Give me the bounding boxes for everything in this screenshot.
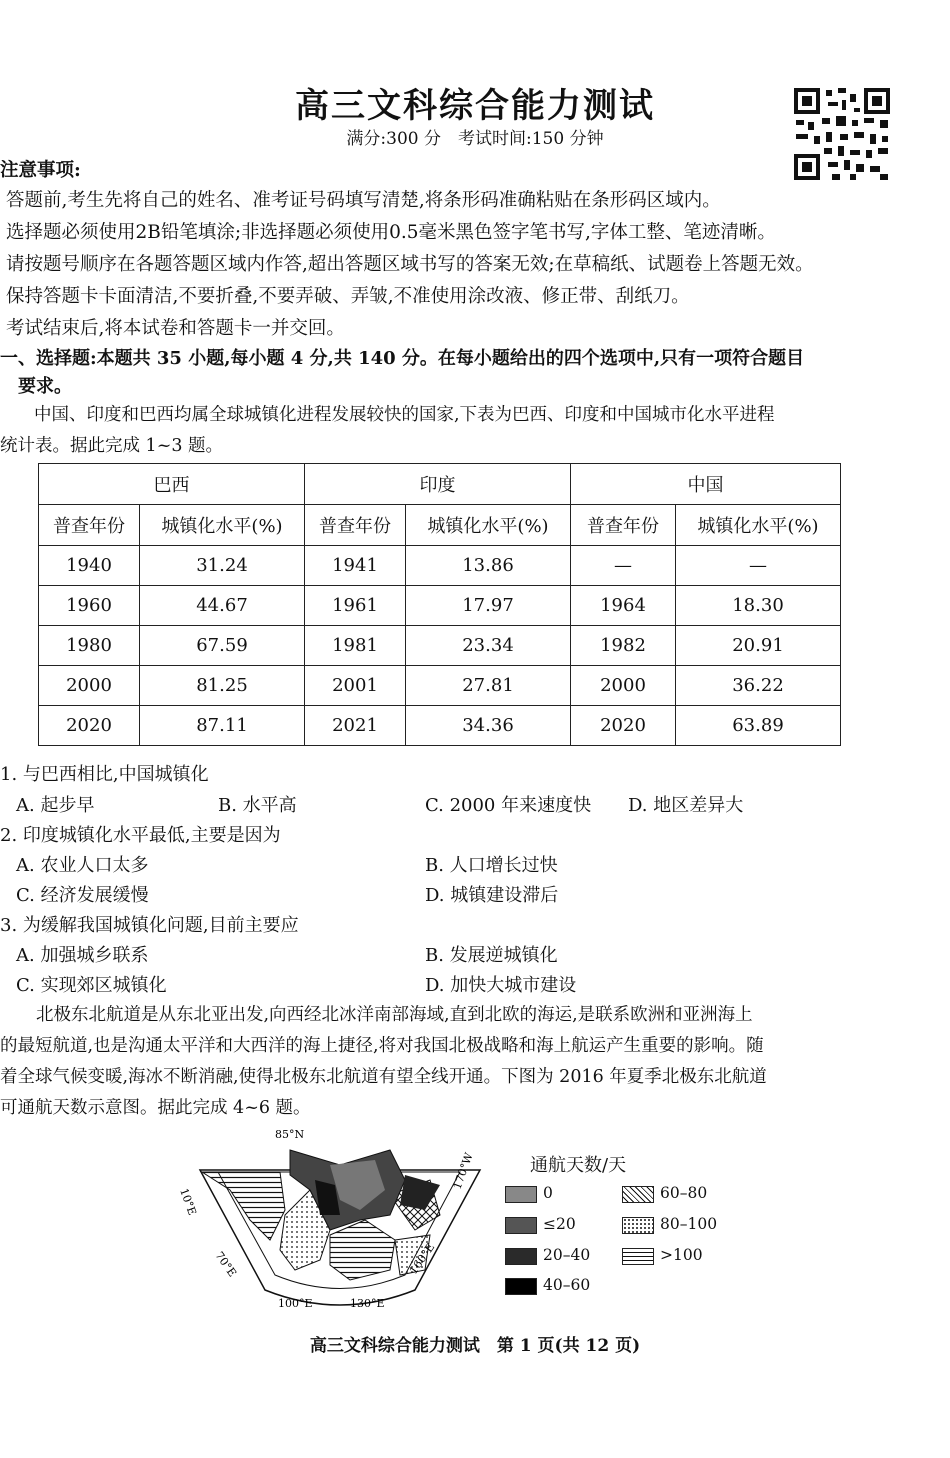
question-3-stem: 3. 为缓解我国城镇化问题,目前主要应 bbox=[0, 915, 299, 936]
table-cell: 63.89 bbox=[676, 706, 841, 746]
map-label-130e: 130°E bbox=[350, 1297, 385, 1310]
col-header: 城镇化水平(%) bbox=[676, 505, 841, 546]
table-cell: 23.34 bbox=[406, 626, 571, 666]
qr-code-icon bbox=[792, 86, 892, 182]
table-row bbox=[39, 626, 841, 666]
table-cell: 20.91 bbox=[676, 626, 841, 666]
intro-paragraph-2-l3: 着全球气候变暖,海冰不断消融,使得北极东北航道有望全线开通。下图为 2016 年夏季北极东北航道 bbox=[0, 1067, 767, 1087]
map-label-170w: 170°W bbox=[450, 1151, 476, 1192]
intro-paragraph-1-cont: 统计表。据此完成 1~3 题。 bbox=[0, 436, 224, 456]
section-heading-cont: 要求。 bbox=[18, 376, 72, 397]
table-row bbox=[39, 586, 841, 626]
legend-title: 通航天数/天 bbox=[530, 1155, 627, 1176]
legend-item-40-60: 40–60 bbox=[505, 1276, 590, 1295]
col-header: 普查年份 bbox=[571, 505, 676, 546]
urbanization-table bbox=[38, 463, 841, 746]
page-footer: 高三文科综合能力测试 第 1 页(共 12 页) bbox=[309, 1336, 641, 1356]
table-cell: 1940 bbox=[39, 546, 140, 586]
table-cell: 2021 bbox=[305, 706, 406, 746]
table-cell: 27.81 bbox=[406, 666, 571, 706]
map-label-100e: 100°E bbox=[278, 1297, 313, 1310]
legend-item-le20: ≤20 bbox=[505, 1215, 576, 1234]
table-cell: 31.24 bbox=[140, 546, 305, 586]
map-label-160e: 160°E bbox=[406, 1240, 438, 1277]
col-header: 城镇化水平(%) bbox=[406, 505, 571, 546]
table-cell: 81.25 bbox=[140, 666, 305, 706]
intro-paragraph-1: 中国、印度和巴西均属全球城镇化进程发展较快的国家,下表为巴西、印度和中国城市化水平进程 bbox=[34, 405, 775, 425]
q3-option-d[interactable]: D. 加快大城市建设 bbox=[425, 975, 577, 996]
table-cell: 36.22 bbox=[676, 666, 841, 706]
table-country-row bbox=[39, 464, 841, 505]
legend-swatch bbox=[505, 1278, 537, 1295]
notice-heading: 注意事项: bbox=[0, 160, 81, 181]
table-cell: — bbox=[571, 546, 676, 586]
table-cell: 2020 bbox=[39, 706, 140, 746]
q2-option-d[interactable]: D. 城镇建设滞后 bbox=[425, 885, 559, 906]
legend-swatch bbox=[505, 1248, 537, 1265]
notice-item-4: 保持答题卡卡面清洁,不要折叠,不要弄破、弄皱,不准使用涂改液、修正带、刮纸刀。 bbox=[6, 286, 690, 307]
legend-swatch bbox=[622, 1186, 654, 1203]
q2-option-b[interactable]: B. 人口增长过快 bbox=[425, 855, 558, 876]
table-cell: 1982 bbox=[571, 626, 676, 666]
country-brazil: 巴西 bbox=[39, 464, 305, 505]
col-header: 普查年份 bbox=[305, 505, 406, 546]
country-india: 印度 bbox=[305, 464, 571, 505]
table-cell: 18.30 bbox=[676, 586, 841, 626]
table-cell: 17.97 bbox=[406, 586, 571, 626]
q3-option-c[interactable]: C. 实现郊区城镇化 bbox=[16, 975, 167, 996]
question-1-stem: 1. 与巴西相比,中国城镇化 bbox=[0, 764, 209, 785]
legend-item-20-40: 20–40 bbox=[505, 1246, 590, 1265]
table-cell: 1980 bbox=[39, 626, 140, 666]
table-cell: 2001 bbox=[305, 666, 406, 706]
country-china: 中国 bbox=[571, 464, 841, 505]
section-heading: 一、选择题:本题共 35 小题,每小题 4 分,共 140 分。在每小题给出的四个选项中,只有一项符合题目 bbox=[0, 348, 805, 369]
legend-item-gt100: >100 bbox=[622, 1246, 703, 1265]
map-label-10e: 10°E bbox=[177, 1186, 199, 1217]
q3-option-a[interactable]: A. 加强城乡联系 bbox=[16, 945, 149, 966]
arctic-route-map bbox=[177, 1120, 490, 1320]
col-header: 普查年份 bbox=[39, 505, 140, 546]
table-row bbox=[39, 546, 841, 586]
intro-paragraph-2-l4: 可通航天数示意图。据此完成 4~6 题。 bbox=[0, 1098, 311, 1118]
q2-option-a[interactable]: A. 农业人口太多 bbox=[16, 855, 149, 876]
legend-swatch bbox=[622, 1217, 654, 1234]
table-cell: 44.67 bbox=[140, 586, 305, 626]
notice-item-5: 考试结束后,将本试卷和答题卡一并交回。 bbox=[6, 318, 345, 339]
legend-item-0: 0 bbox=[505, 1184, 553, 1203]
table-cell: 13.86 bbox=[406, 546, 571, 586]
legend-item-60-80: 60–80 bbox=[622, 1184, 707, 1203]
legend-item-80-100: 80–100 bbox=[622, 1215, 717, 1234]
q1-option-b[interactable]: B. 水平高 bbox=[218, 795, 297, 816]
q1-option-d[interactable]: D. 地区差异大 bbox=[628, 795, 744, 816]
table-cell: 1981 bbox=[305, 626, 406, 666]
table-cell: 1961 bbox=[305, 586, 406, 626]
table-cell: 67.59 bbox=[140, 626, 305, 666]
table-cell: 1964 bbox=[571, 586, 676, 626]
q2-option-c[interactable]: C. 经济发展缓慢 bbox=[16, 885, 149, 906]
table-cell: 2020 bbox=[571, 706, 676, 746]
intro-paragraph-2: 北极东北航道是从东北亚出发,向西经北冰洋南部海域,直到北欧的海运,是联系欧洲和亚洲海上 bbox=[36, 1005, 753, 1025]
q1-option-a[interactable]: A. 起步早 bbox=[16, 795, 95, 816]
notice-item-2: 选择题必须使用2B铅笔填涂;非选择题必须使用0.5毫米黑色签字笔书写,字体工整、笔迹清晰。 bbox=[6, 222, 776, 243]
map-label-85n: 85°N bbox=[275, 1128, 305, 1141]
page-title: 高三文科综合能力测试 bbox=[295, 86, 655, 126]
table-cell: 1941 bbox=[305, 546, 406, 586]
exam-info: 满分:300 分 考试时间:150 分钟 bbox=[346, 129, 604, 149]
table-row bbox=[39, 666, 841, 706]
question-2-stem: 2. 印度城镇化水平最低,主要是因为 bbox=[0, 825, 281, 846]
map-label-70e: 70°E bbox=[212, 1249, 239, 1280]
legend-swatch bbox=[622, 1248, 654, 1265]
table-row bbox=[39, 706, 841, 746]
table-cell: — bbox=[676, 546, 841, 586]
notice-item-3: 请按题号顺序在各题答题区域内作答,超出答题区域书写的答案无效;在草稿纸、试题卷上答题无效。 bbox=[6, 254, 814, 275]
table-subheader-row bbox=[39, 505, 841, 546]
table-cell: 2000 bbox=[571, 666, 676, 706]
table-cell: 2000 bbox=[39, 666, 140, 706]
col-header: 城镇化水平(%) bbox=[140, 505, 305, 546]
legend-swatch bbox=[505, 1186, 537, 1203]
intro-paragraph-2-l2: 的最短航道,也是沟通太平洋和大西洋的海上捷径,将对我国北极战略和海上航运产生重要的影响。随 bbox=[0, 1036, 764, 1056]
table-cell: 1960 bbox=[39, 586, 140, 626]
legend-swatch bbox=[505, 1217, 537, 1234]
table-cell: 34.36 bbox=[406, 706, 571, 746]
q1-option-c[interactable]: C. 2000 年来速度快 bbox=[425, 795, 592, 816]
table-cell: 87.11 bbox=[140, 706, 305, 746]
notice-item-1: 答题前,考生先将自己的姓名、准考证号码填写清楚,将条形码准确粘贴在条形码区域内。 bbox=[6, 190, 721, 211]
q3-option-b[interactable]: B. 发展逆城镇化 bbox=[425, 945, 558, 966]
